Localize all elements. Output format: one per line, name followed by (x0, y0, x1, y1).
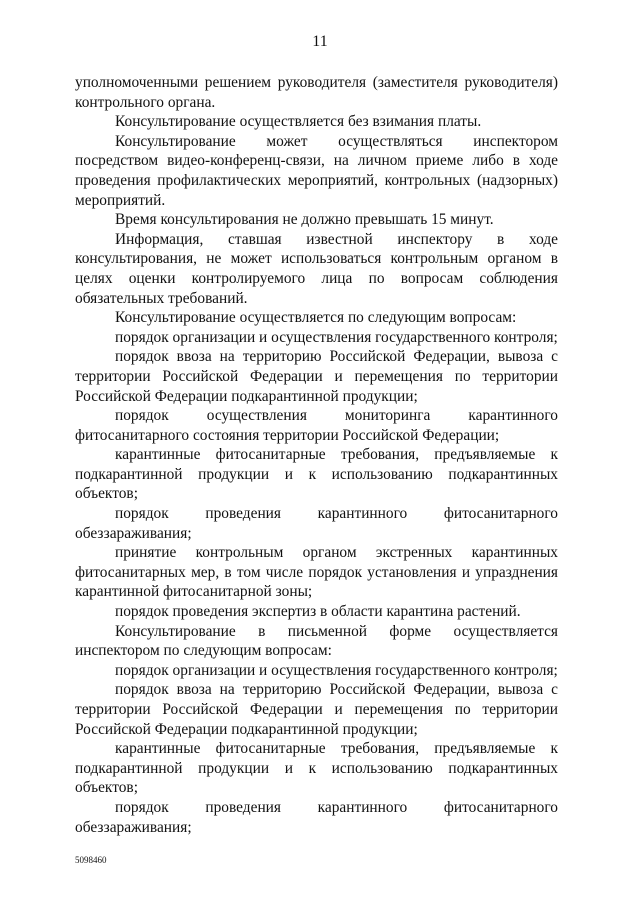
document-code: 5098460 (75, 855, 107, 865)
paragraph: порядок осуществления мониторинга карантинного фитосанитарного состояния территории Российской Федерации; (75, 407, 558, 444)
paragraph: порядок ввоза на территорию Российской Федерации, вывоза с территории Российской Федерации и перемещения по территории Российской Федерации подкарантинной продукции; (75, 681, 558, 738)
paragraph: порядок организации и осуществления государственного контроля; (115, 328, 558, 346)
paragraph: порядок проведения экспертиз в области карантина растений. (115, 603, 521, 621)
paragraph: принятие контрольным органом экстренных карантинных фитосанитарных мер, в том числе порядок установления и упразднения карантинной фитосанитарной зоны; (75, 544, 558, 601)
paragraph: уполномоченными решением руководителя (заместителя руководителя) контрольного органа. (75, 74, 558, 111)
paragraph: карантинные фитосанитарные требования, предъявляемые к подкарантинной продукции и к использованию подкарантинных объектов; (75, 740, 558, 797)
paragraph: карантинные фитосанитарные требования, предъявляемые к подкарантинной продукции и к использованию подкарантинных объектов; (75, 446, 558, 503)
paragraph: порядок проведения карантинного фитосанитарного обеззараживания; (75, 798, 558, 836)
paragraph: порядок ввоза на территорию Российской Федерации, вывоза с территории Российской Федерации и перемещения по территории Российской Федерации подкарантинной продукции; (75, 348, 558, 405)
paragraph: порядок организации и осуществления государственного контроля; (115, 661, 558, 679)
paragraph: порядок проведения карантинного фитосанитарного обеззараживания; (75, 505, 558, 542)
page-number: 11 (312, 33, 328, 50)
paragraph: Время консультирования не должно превышать 15 минут. (115, 211, 494, 229)
paragraph: Консультирование в письменной форме осуществляется инспектором по следующим вопросам: (75, 622, 558, 660)
paragraph: Консультирование может осуществляться инспектором посредством видео-конференц-связи, на личном приеме либо в ходе проведения профилактических мероприятий, контрольных (надзорных) мероприятий. (75, 132, 558, 209)
paragraph: Информация, ставшая известной инспектору в ходе консультирования, не может использоваться контрольным органом в целях оценки контролируемого лица по вопросам соблюдения обязательных требований. (75, 230, 558, 307)
paragraph: Консультирование осуществляется без взимания платы. (115, 113, 482, 131)
document-body (75, 73, 558, 837)
paragraph: Консультирование осуществляется по следующим вопросам: (115, 309, 517, 327)
